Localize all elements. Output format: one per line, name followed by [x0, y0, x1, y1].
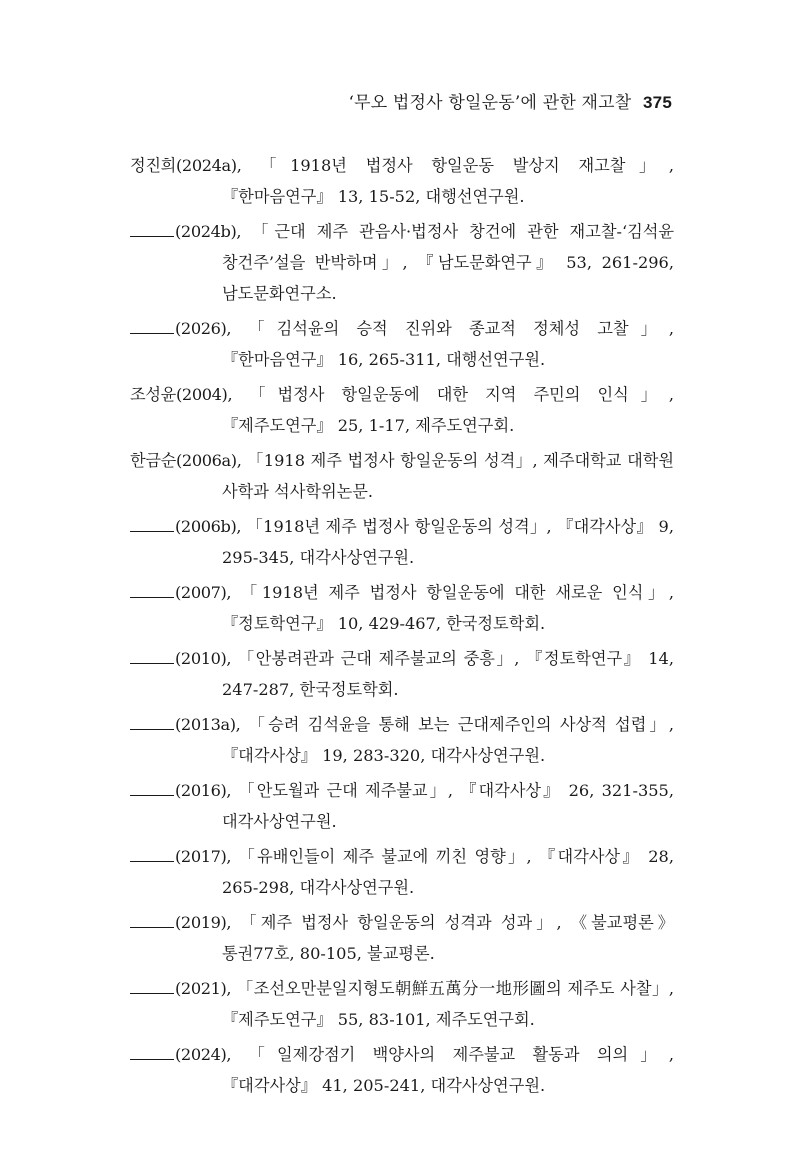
reference-item: [130, 775, 674, 837]
reference-year: (2013a),: [175, 715, 241, 734]
reference-text: 「1918 제주 법정사 항일운동의 성격」, 제주대학교 대학원 사학과 석사학위논문.: [222, 451, 674, 501]
reference-year: (2006a),: [176, 451, 242, 470]
repeat-author-dash: [130, 517, 174, 532]
repeat-author-dash: [130, 583, 174, 598]
reference-year: (2026),: [175, 319, 232, 338]
reference-item: [130, 1039, 674, 1101]
reference-text: 「안봉려관과 근대 제주불교의 중흥」, 『정토학연구』 14, 247-287, 한국정토학회.: [222, 649, 674, 699]
repeat-author-dash: [130, 1045, 174, 1060]
reference-author: 조성윤: [130, 385, 177, 404]
reference-year: (2004),: [176, 385, 233, 404]
repeat-author-dash: [130, 979, 174, 994]
reference-year: (2010),: [175, 649, 232, 668]
reference-item: [130, 907, 674, 969]
reference-year: (2024),: [175, 1045, 232, 1064]
page-number: 375: [643, 93, 672, 112]
reference-text: 「승려 김석윤을 통해 보는 근대제주인의 사상적 섭렵」, 『대각사상』 19, 283-320, 대각사상연구원.: [222, 715, 674, 765]
reference-text: 「유배인들이 제주 불교에 끼친 영향」, 『대각사상』 28, 265-298, 대각사상연구원.: [222, 847, 674, 897]
reference-text: 「근대 제주 관음사·법정사 창건에 관한 재고찰-‘김석윤 창건주’설을 반박하며」, 『남도문화연구』 53, 261-296, 남도문화연구소.: [222, 222, 674, 303]
reference-text: 「조선오만분일지형도朝鮮五萬分一地形圖의 제주도 사찰」, 『제주도연구』 55, 83-101, 제주도연구회.: [222, 979, 674, 1029]
reference-year: (2006b),: [175, 517, 242, 536]
reference-item: [130, 445, 674, 507]
reference-item: [130, 313, 674, 375]
repeat-author-dash: [130, 847, 174, 862]
reference-item: [130, 379, 674, 441]
reference-year: (2024a),: [176, 156, 242, 175]
repeat-author-dash: [130, 222, 174, 237]
reference-text: 「김석윤의 승적 진위와 종교적 정체성 고찰」, 『한마음연구』 16, 265-311, 대행선연구원.: [222, 319, 674, 369]
reference-item: [130, 577, 674, 639]
reference-text: 「안도월과 근대 제주불교」, 『대각사상』 26, 321-355, 대각사상연구원.: [222, 781, 674, 831]
reference-item: [130, 643, 674, 705]
reference-text: 「일제강점기 백양사의 제주불교 활동과 의의」, 『대각사상』 41, 205-241, 대각사상연구원.: [222, 1045, 674, 1095]
running-header: [348, 88, 672, 113]
reference-text: 「법정사 항일운동에 대한 지역 주민의 인식」, 『제주도연구』 25, 1-17, 제주도연구회.: [222, 385, 675, 435]
reference-list: [130, 150, 674, 1105]
reference-author: 한금순: [130, 451, 177, 470]
repeat-author-dash: [130, 913, 174, 928]
repeat-author-dash: [130, 649, 174, 664]
reference-text: 「1918년 제주 법정사 항일운동의 성격」, 『대각사상』 9, 295-345, 대각사상연구원.: [222, 517, 674, 567]
reference-year: (2016),: [175, 781, 232, 800]
reference-item: [130, 841, 674, 903]
reference-year: (2007),: [175, 583, 232, 602]
reference-year: (2017),: [175, 847, 232, 866]
repeat-author-dash: [130, 715, 174, 730]
reference-item: [130, 511, 674, 573]
reference-item: [130, 709, 674, 771]
repeat-author-dash: [130, 319, 174, 334]
reference-item: [130, 216, 674, 309]
reference-text: 「1918년 법정사 항일운동 발상지 재고찰」, 『한마음연구』 13, 15-52, 대행선연구원.: [222, 156, 674, 206]
repeat-author-dash: [130, 781, 174, 796]
running-title: ‘무오 법정사 항일운동’에 관한 재고찰: [348, 93, 632, 113]
reference-text: 「제주 법정사 항일운동의 성격과 성과」, 《불교평론》 통권77호, 80-105, 불교평론.: [222, 913, 674, 963]
reference-year: (2021),: [175, 979, 232, 998]
reference-item: [130, 973, 674, 1035]
reference-item: [130, 150, 674, 212]
reference-author: 정진희: [130, 156, 177, 175]
reference-text: 「1918년 제주 법정사 항일운동에 대한 새로운 인식」, 『정토학연구』 10, 429-467, 한국정토학회.: [222, 583, 674, 633]
reference-year: (2024b),: [175, 222, 242, 241]
reference-year: (2019),: [175, 913, 232, 932]
